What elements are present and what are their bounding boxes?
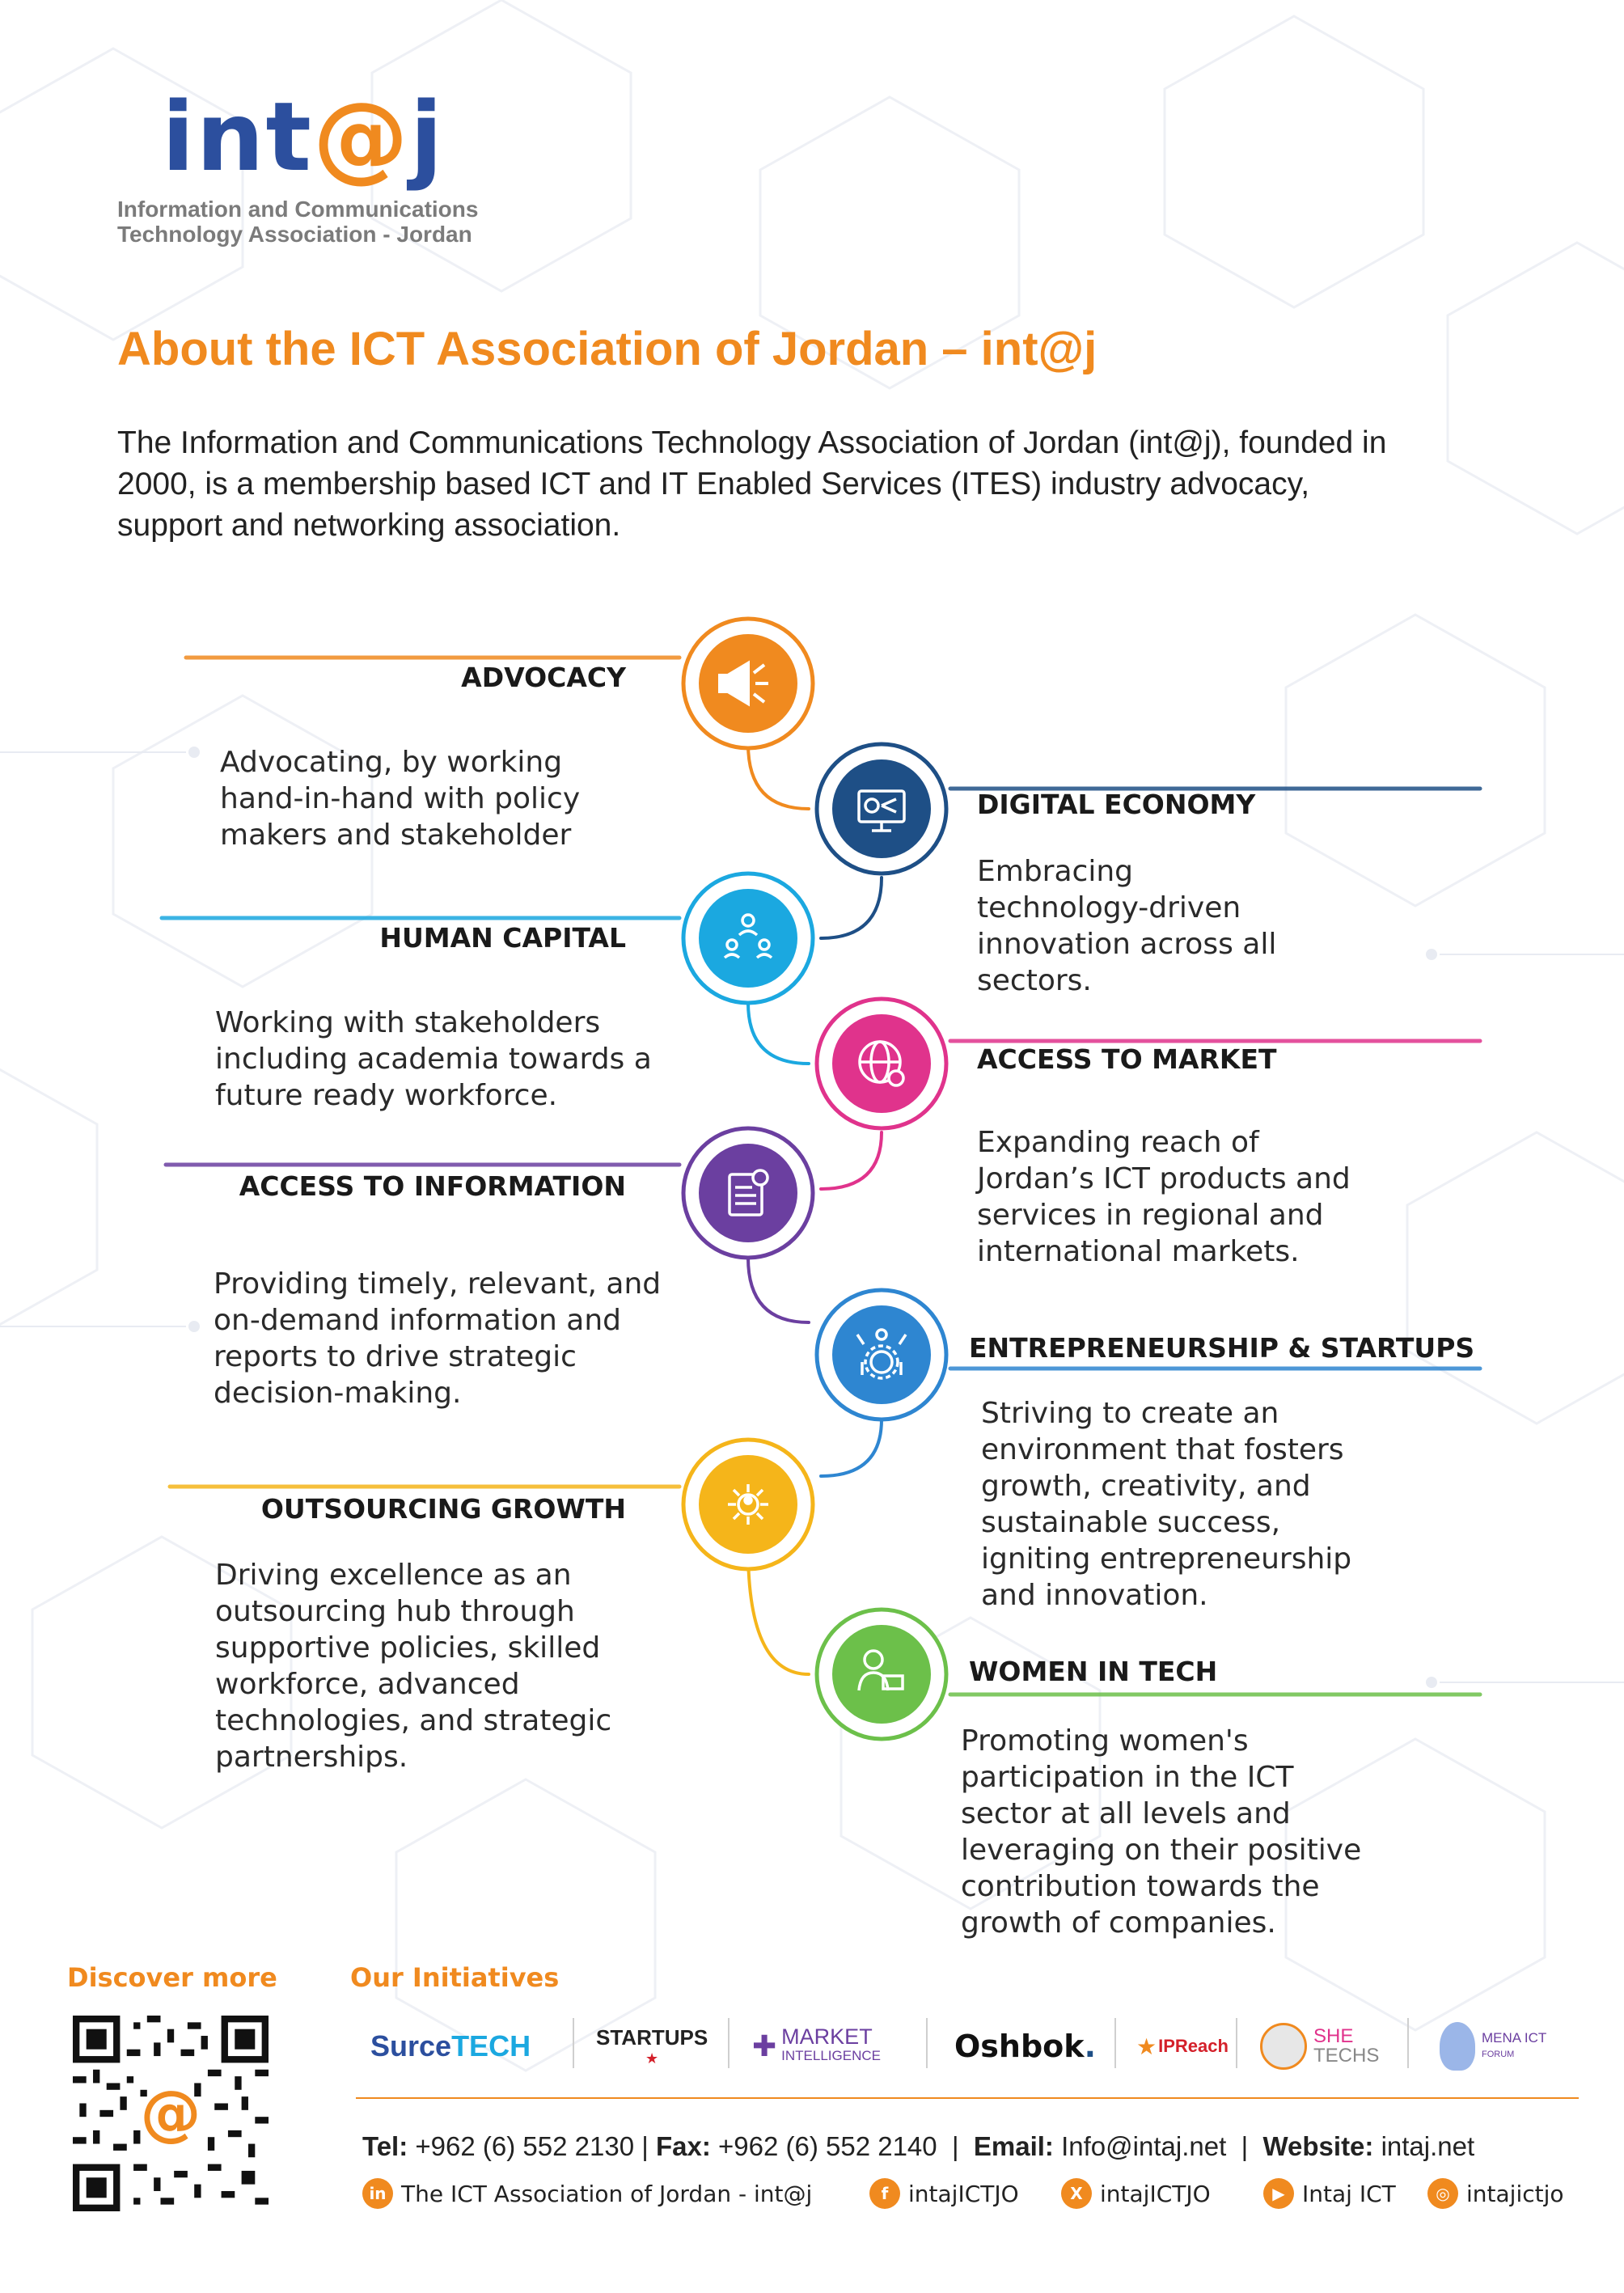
qr-code[interactable] [73,2016,269,2211]
sourcetech-tech: TECH [451,2029,531,2062]
connector-6 [821,1419,882,1476]
desc-line: technology-driven [977,891,1241,924]
tel-label: Tel: [362,2131,408,2161]
desc-line: Promoting women's [961,1724,1249,1758]
circle-advocacy [683,619,813,748]
social-x[interactable] [1061,2177,1211,2210]
contact-line [362,2131,1474,2162]
shetechs-globe-icon [1260,2023,1307,2070]
desc-line: sustainable success, [981,1506,1281,1539]
desc-line: reports to drive strategic [214,1340,577,1373]
heading-human-capital: HUMAN CAPITAL [379,922,626,954]
desc-line: growth, creativity, and [981,1470,1311,1503]
shetechs-she: SHE [1313,2025,1354,2047]
desc-line: Embracing [977,855,1133,888]
sourcetech-urce: urce [390,2029,452,2062]
initiative-shetechs-logo[interactable] [1260,2022,1379,2071]
startups-wordmark: STARTUPS [596,2025,708,2050]
social-linkedin-text: The ICT Association of Jordan - int@j [401,2180,813,2207]
desc-line: on-demand information and [214,1304,622,1337]
social-youtube[interactable] [1263,2177,1396,2210]
circle-digital-economy [817,744,946,874]
desc-access-info [214,1266,661,1411]
initiative-startups-logo[interactable] [596,2022,708,2071]
desc-line: contribution towards the [961,1870,1320,1903]
desc-line: Advocating, by working [220,746,563,779]
initiative-mena-ict-logo[interactable] [1440,2022,1546,2071]
mena-ict-text [1482,2030,1546,2062]
mena-forum-label: FORUM [1482,2050,1515,2059]
desc-line: Jordan’s ICT products and [977,1162,1351,1195]
email-label: Email: [973,2131,1054,2161]
connector-4 [821,1132,882,1189]
desc-line: Driving excellence as an [215,1559,572,1592]
heading-access-market: ACCESS TO MARKET [977,1043,1277,1075]
circle-access-market [817,999,946,1128]
discover-more-label: Discover more [67,1962,277,1993]
initiative-separator [1407,2018,1409,2068]
desc-line: services in regional and [977,1199,1324,1232]
initiative-separator [926,2018,928,2068]
page-title: About the ICT Association of Jordan – int@j [117,323,1097,375]
heading-access-info: ACCESS TO INFORMATION [239,1170,626,1202]
footer-divider [356,2097,1579,2099]
connector-3 [748,1003,809,1064]
market-intelligence-text [781,2024,881,2066]
shetechs-techs: TECHS [1313,2045,1380,2067]
logo-j: j [409,81,445,192]
initiative-sourcetech-logo[interactable] [370,2022,531,2071]
desc-line: hand-in-hand with policy [220,782,581,815]
desc-line: makers and stakeholder [220,819,572,852]
desc-line: supportive policies, skilled [215,1631,601,1665]
desc-line: leveraging on their positive [961,1834,1362,1867]
social-facebook-text: intajICTJO [908,2180,1019,2207]
market-label: MARKET [781,2024,873,2049]
desc-line: outsourcing hub through [215,1595,575,1628]
circle-outsourcing [683,1440,813,1569]
heading-advocacy: ADVOCACY [461,662,626,693]
fax-label: Fax: [655,2131,711,2161]
website-label: Website: [1262,2131,1374,2161]
desc-line: growth of companies. [961,1906,1276,1940]
initiative-ipreach-logo[interactable] [1136,2022,1229,2071]
initiative-separator [1236,2018,1237,2068]
separator: | [937,2131,974,2161]
social-instagram-text: intajictjo [1466,2180,1564,2207]
connector-1 [748,744,809,809]
mena-ict-flame-icon [1440,2022,1475,2071]
facebook-icon: f [869,2178,900,2209]
desc-line: partnerships. [215,1741,408,1774]
intelligence-label: INTELLIGENCE [781,2048,881,2063]
startups-flag-icon: ★ [645,2050,659,2067]
desc-entrepreneurship [981,1395,1351,1614]
heading-digital-economy: DIGITAL ECONOMY [977,789,1256,820]
circle-human-capital [683,874,813,1003]
ipreach-star-icon: ★ [1136,2033,1157,2060]
x-icon: X [1061,2178,1092,2209]
desc-line: igniting entrepreneurship [981,1542,1352,1576]
heading-outsourcing: OUTSOURCING GROWTH [260,1493,626,1525]
desc-line: sector at all levels and [961,1797,1291,1830]
website-link[interactable]: intaj.net [1381,2131,1475,2161]
social-linkedin[interactable] [362,2177,812,2210]
youtube-icon: ▶ [1263,2178,1294,2209]
linkedin-icon: in [362,2178,393,2209]
initiative-market-intelligence-logo[interactable] [752,2022,881,2071]
desc-line: Striving to create an [981,1397,1279,1430]
desc-outsourcing [215,1557,611,1775]
desc-line: future ready workforce. [215,1079,558,1112]
desc-human-capital [215,1005,652,1114]
circle-women-tech [817,1610,946,1739]
circle-entrepreneurship [817,1290,946,1419]
desc-line: environment that fosters [981,1433,1344,1466]
fax-value: +962 (6) 552 2140 [718,2131,937,2161]
connector-5 [748,1258,809,1322]
connector-2 [821,878,882,938]
desc-line: including academia towards a [215,1043,652,1076]
desc-line: international markets. [977,1235,1300,1268]
social-facebook[interactable] [869,2177,1019,2210]
oshbok-wordmark: Oshbok [954,2029,1085,2064]
desc-access-market [977,1124,1351,1270]
ipreach-reach: Reach [1174,2036,1229,2056]
desc-women-tech [961,1723,1361,1941]
sourcetech-s: S [370,2029,391,2062]
initiative-separator [573,2018,574,2068]
mena-ict-label: MENA ICT [1482,2030,1547,2046]
desc-line: innovation across all [977,928,1277,961]
desc-line: and innovation. [981,1579,1208,1612]
circle-access-info [683,1128,813,1258]
desc-line: sectors. [977,964,1092,997]
heading-women-tech: WOMEN IN TECH [969,1656,1218,1687]
desc-line: technologies, and strategic [215,1704,612,1737]
heading-entrepreneurship: ENTREPRENEURSHIP & STARTUPS [969,1332,1475,1364]
network-person-icon [728,1484,768,1525]
social-instagram[interactable] [1427,2177,1564,2210]
desc-line: workforce, advanced [215,1668,520,1701]
desc-line: decision-making. [214,1377,462,1410]
desc-digital-economy [977,853,1276,999]
logo-subtitle-line2: Technology Association - Jordan [117,222,472,247]
email-link[interactable]: Info@intaj.net [1061,2131,1227,2161]
svg-text:@: @ [140,2077,201,2149]
desc-line: Expanding reach of [977,1126,1259,1159]
logo-subtitle-line1: Information and Communications [117,197,479,222]
market-intelligence-icon: ✚ [752,2029,777,2063]
social-youtube-text: Intaj ICT [1302,2180,1396,2207]
instagram-icon: ◎ [1427,2178,1458,2209]
ipreach-ip: IP [1158,2036,1175,2056]
separator: | [1226,2131,1263,2161]
desc-line: participation in the ICT [961,1761,1294,1794]
tel-value[interactable]: +962 (6) 552 2130 [415,2131,635,2161]
desc-line: Working with stakeholders [215,1006,601,1039]
initiative-separator [1114,2018,1116,2068]
intro-paragraph: The Information and Communications Technology Association of Jordan (int@j), founded in 2000, is a membership based ICT and IT Enabled Services (ITES) industry advocacy, support and networking association. [117,425,1387,543]
desc-line: Providing timely, relevant, and [214,1267,662,1301]
our-initiatives-label: Our Initiatives [350,1962,560,1993]
oshbok-dot-icon: . [1084,2029,1096,2064]
logo-at: @ [312,81,410,192]
initiative-oshbok-logo[interactable] [954,2022,1096,2071]
logo-int: int [162,81,313,192]
shetechs-text [1313,2027,1379,2066]
desc-advocacy [220,744,580,853]
initiative-separator [728,2018,730,2068]
social-x-text: intajICTJO [1100,2180,1211,2207]
separator: | [634,2131,656,2161]
